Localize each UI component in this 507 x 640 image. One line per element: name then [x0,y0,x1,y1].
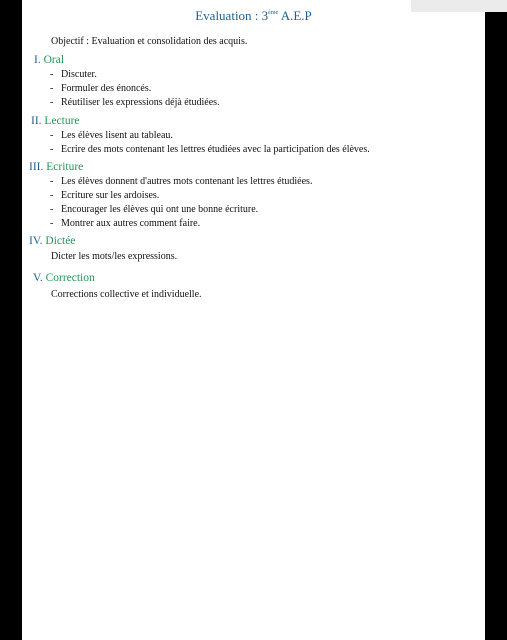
section-heading-oral: I. Oral [34,54,65,66]
section-heading-ecriture: III. Ecriture [29,161,84,173]
page-title: Evaluation : 3ème A.E.P [195,8,312,23]
section-heading-dictee: IV. Dictée [29,235,76,247]
document-page [22,0,485,640]
section-text-correction: Corrections collective et individuelle. [51,289,202,300]
list-item: - Ecrire des mots contenant les lettres étudiées avec la participation des élèves. [50,144,370,155]
section-heading-lecture: II. Lecture [31,115,80,127]
section-heading-correction: V. Correction [33,272,95,284]
objective-line: Objectif : Evaluation et consolidation des acquis. [51,36,248,47]
list-item: - Montrer aux autres comment faire. [50,218,201,229]
list-item: - Ecriture sur les ardoises. [50,190,160,201]
list-item: - Formuler des énoncés. [50,83,152,94]
list-item: - Encourager les élèves qui ont une bonne écriture. [50,204,259,215]
list-item: - Discuter. [50,69,97,80]
list-item: - Les élèves donnent d'autres mots contenant les lettres étudiées. [50,176,313,187]
list-item: - Réutiliser les expressions déjà étudiées. [50,97,220,108]
section-text-dictee: Dicter les mots/les expressions. [51,251,178,262]
list-item: - Les élèves lisent au tableau. [50,130,173,141]
